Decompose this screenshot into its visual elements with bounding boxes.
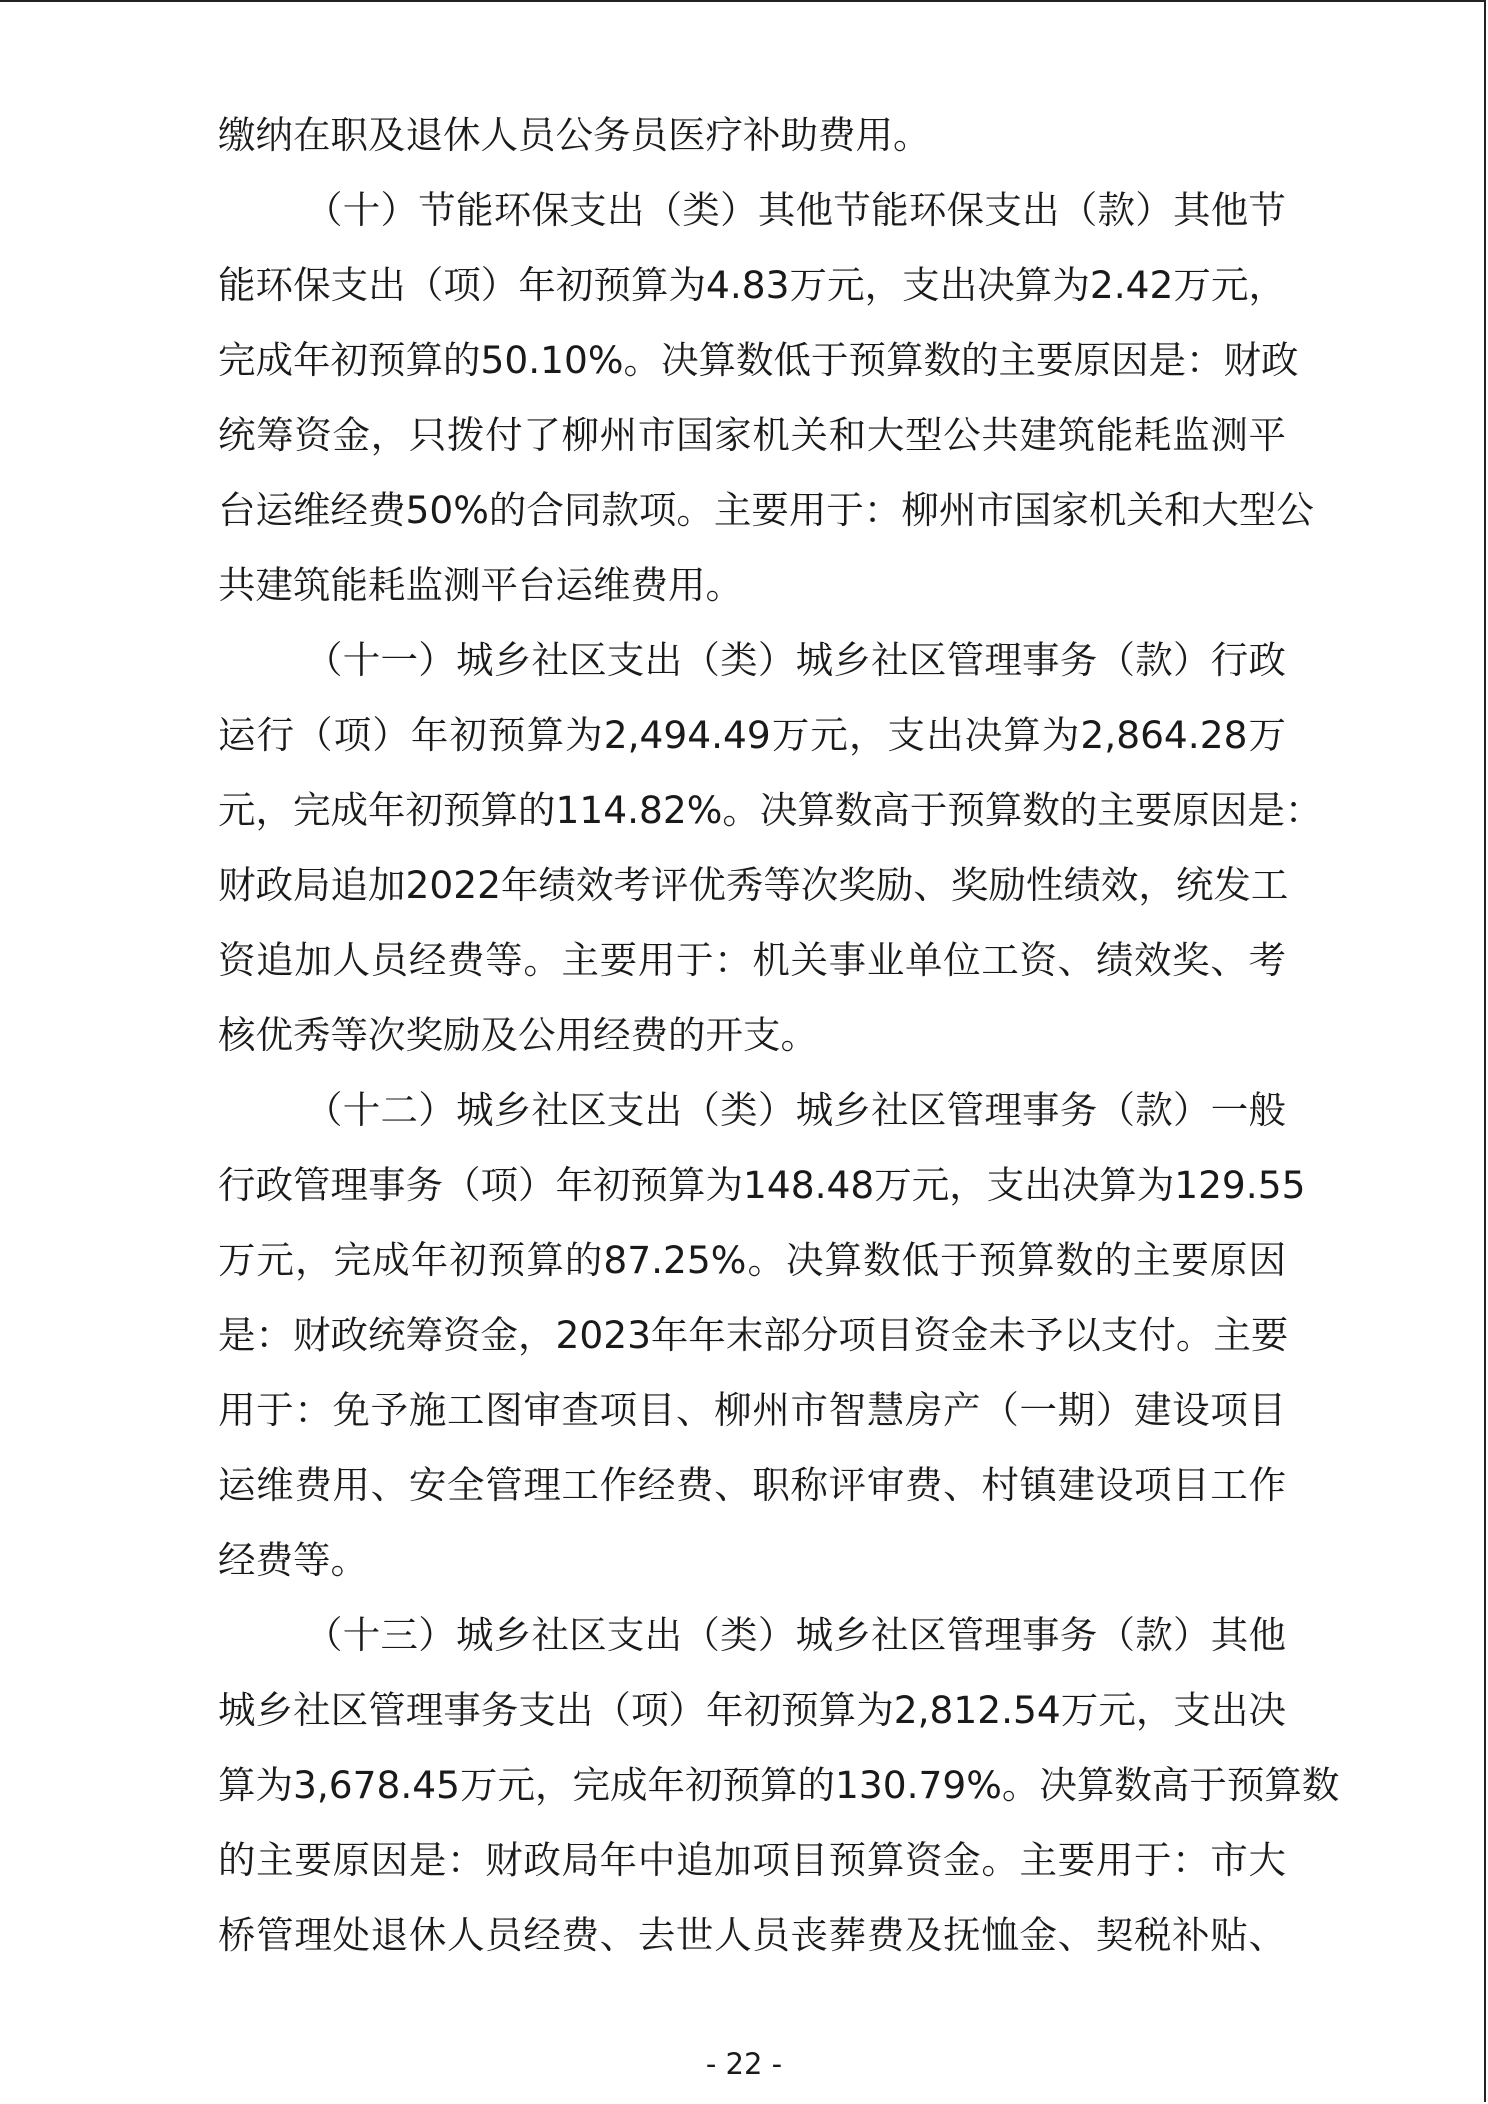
- paragraph-11-heading: （十一）城乡社区支出（类）城乡社区管理事务（款）行政: [305, 638, 1286, 682]
- text-line: 共建筑能耗监测平台运维费用。: [218, 563, 743, 607]
- text-line: 桥管理处退休人员经费、去世人员丧葬费及抚恤金、契税补贴、: [218, 1913, 1286, 1957]
- text-line: 能环保支出（项）年初预算为4.83万元，支出决算为2.42万元，: [218, 263, 1286, 307]
- text-line: 运行（项）年初预算为2,494.49万元，支出决算为2,864.28万: [218, 713, 1286, 757]
- text-line: 台运维经费50%的合同款项。主要用于：柳州市国家机关和大型公: [218, 488, 1314, 532]
- text-line: 城乡社区管理事务支出（项）年初预算为2,812.54万元，支出决: [218, 1688, 1286, 1732]
- text-line: 财政局追加2022年绩效考评优秀等次奖励、奖励性绩效，统发工: [218, 863, 1289, 907]
- text-line: 元，完成年初预算的114.82%。决算数高于预算数的主要原因是：: [218, 788, 1323, 832]
- text-line: 万元，完成年初预算的87.25%。决算数低于预算数的主要原因: [218, 1238, 1286, 1282]
- text-line: 的主要原因是：财政局年中追加项目预算资金。主要用于：市大: [218, 1838, 1286, 1882]
- text-line: 完成年初预算的50.10%。决算数低于预算数的主要原因是：财政: [218, 338, 1299, 382]
- text-line: 资追加人员经费等。主要用于：机关事业单位工资、绩效奖、考: [218, 938, 1286, 982]
- paragraph-12-heading: （十二）城乡社区支出（类）城乡社区管理事务（款）一般: [305, 1088, 1286, 1132]
- text-line: 算为3,678.45万元，完成年初预算的130.79%。决算数高于预算数: [218, 1763, 1340, 1807]
- text-line: 用于：免予施工图审查项目、柳州市智慧房产（一期）建设项目: [218, 1388, 1286, 1432]
- document-body: [218, 98, 1340, 1973]
- text-line: 核优秀等次奖励及公用经费的开支。: [218, 1013, 818, 1057]
- text-line: 是：财政统筹资金，2023年年末部分项目资金未予以支付。主要: [218, 1313, 1289, 1357]
- text-line: 行政管理事务（项）年初预算为148.48万元，支出决算为129.55: [218, 1163, 1306, 1207]
- text-line: 统筹资金，只拨付了柳州市国家机关和大型公共建筑能耗监测平: [218, 413, 1286, 457]
- paragraph-13-heading: （十三）城乡社区支出（类）城乡社区管理事务（款）其他: [305, 1613, 1286, 1657]
- page-number: - 22 -: [705, 2047, 783, 2081]
- text-line: 经费等。: [218, 1538, 368, 1582]
- paragraph-10-heading: （十）节能环保支出（类）其他节能环保支出（款）其他节: [305, 188, 1286, 232]
- text-line: 缴纳在职及退休人员公务员医疗补助费用。: [218, 113, 931, 157]
- text-line: 运维费用、安全管理工作经费、职称评审费、村镇建设项目工作: [218, 1463, 1286, 1507]
